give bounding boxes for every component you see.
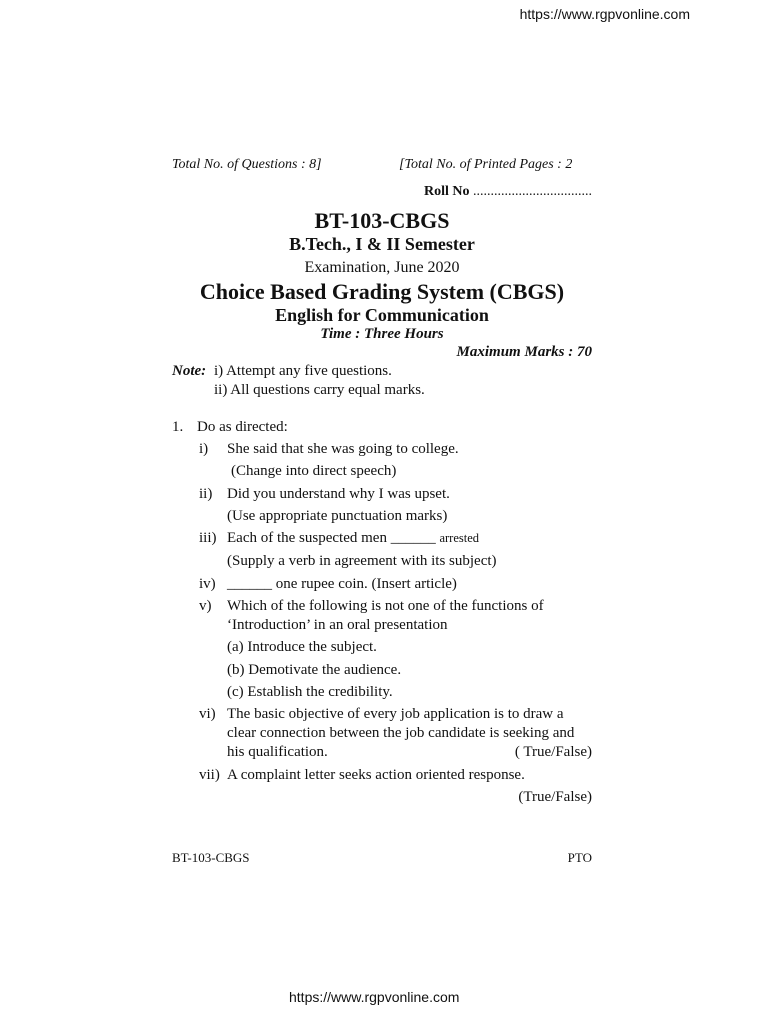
- exam-time: Time : Three Hours: [320, 326, 444, 342]
- exam-session: Examination, June 2020: [304, 259, 460, 276]
- part-v-line: ‘Introduction’ in an oral presentation: [227, 617, 448, 633]
- roll-number-field: [424, 184, 592, 200]
- option-item: (b) Demotivate the audience.: [227, 662, 402, 678]
- part-iii-hint: (Supply a verb in agreement with its subject): [227, 553, 497, 569]
- part-number: i): [199, 441, 209, 457]
- course-title: B.Tech., I & II Semester: [289, 234, 475, 254]
- maximum-marks: Maximum Marks : 70: [456, 344, 592, 360]
- part-vi-line: The basic objective of every job application is to draw a: [227, 706, 564, 722]
- note-item: ii) All questions carry equal marks.: [214, 382, 425, 398]
- question-title: Do as directed:: [197, 419, 288, 435]
- part-vii-answer: (True/False): [518, 789, 592, 805]
- option-item: (a) Introduce the subject.: [227, 639, 377, 655]
- subject-title: English for Communication: [275, 305, 489, 325]
- header-url[interactable]: https://www.rgpvonline.com: [519, 6, 690, 22]
- part-i-text: She said that she was going to college.: [227, 441, 459, 457]
- handwritten-answer: arrested: [439, 531, 480, 545]
- part-vi-line: his qualification.: [227, 744, 328, 760]
- note-label: Note:: [172, 363, 207, 379]
- total-printed-pages: [Total No. of Printed Pages : 2: [399, 157, 573, 172]
- part-iii-sentence: Each of the suspected men ______: [227, 530, 436, 546]
- note-item: i) Attempt any five questions.: [214, 363, 392, 379]
- part-iii-text: [227, 530, 479, 547]
- part-number: iv): [199, 576, 216, 592]
- roll-no-blank: ..................................: [473, 184, 592, 199]
- part-number: vii): [199, 767, 220, 783]
- part-ii-text: Did you understand why I was upset.: [227, 486, 450, 502]
- part-number: ii): [199, 486, 213, 502]
- paper-code: BT-103-CBGS: [314, 208, 450, 233]
- question-number: 1.: [172, 419, 184, 435]
- option-item: (c) Establish the credibility.: [227, 684, 393, 700]
- part-i-hint: (Change into direct speech): [231, 463, 397, 479]
- part-number: v): [199, 598, 212, 614]
- part-vi-answer: ( True/False): [514, 744, 592, 760]
- part-v-line: Which of the following is not one of the functions of: [227, 598, 544, 614]
- grading-system-title: Choice Based Grading System (CBGS): [199, 279, 565, 304]
- footer-pto: PTO: [567, 850, 592, 865]
- part-vi-line: clear connection between the job candidate is seeking and: [227, 725, 575, 741]
- part-number: vi): [199, 706, 216, 722]
- footer-paper-code: BT-103-CBGS: [172, 850, 250, 865]
- total-questions: Total No. of Questions : 8]: [172, 157, 322, 172]
- part-number: iii): [199, 530, 217, 546]
- part-vii-text: A complaint letter seeks action oriented response.: [227, 767, 525, 783]
- part-ii-hint: (Use appropriate punctuation marks): [227, 508, 448, 524]
- roll-no-label: Roll No: [424, 184, 470, 199]
- part-iv-text: ______ one rupee coin. (Insert article): [227, 576, 457, 592]
- footer-url[interactable]: https://www.rgpvonline.com: [289, 989, 460, 1005]
